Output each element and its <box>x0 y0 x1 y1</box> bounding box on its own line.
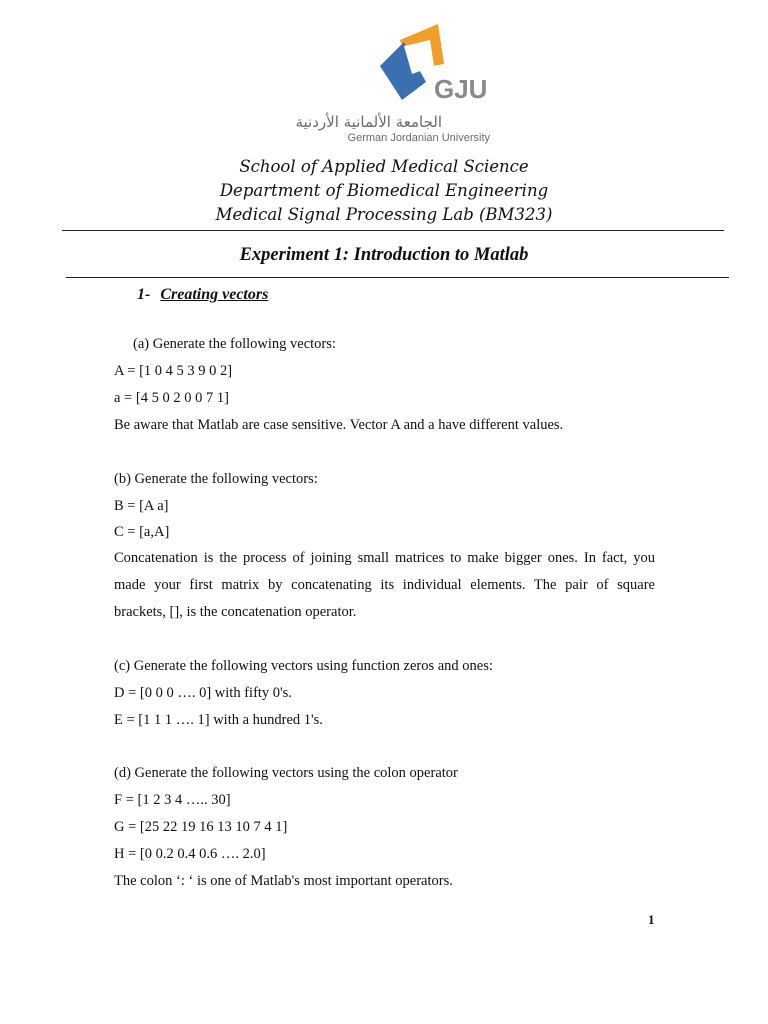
paragraph-line: Concatenation is the process of joining small matrices to make bigger ones. In fact, you <box>114 550 655 566</box>
logo-arabic-name: الجامعة الألمانية الأردنية <box>295 113 442 131</box>
colon-operator-note: The colon ‘: ‘ is one of Matlab's most important operators. <box>114 873 453 889</box>
vector-G-definition: G = [25 22 19 16 13 10 7 4 1] <box>114 819 288 835</box>
section-title: Creating vectors <box>160 286 269 303</box>
experiment-title: Experiment 1: Introduction to Matlab <box>239 245 529 265</box>
section-number: 1- <box>137 286 151 303</box>
school-name: School of Applied Medical Science <box>239 157 529 176</box>
vector-B-definition: B = [A a] <box>114 498 169 514</box>
document-header <box>0 155 768 227</box>
vector-F-definition: F = [1 2 3 4 ….. 30] <box>114 792 231 808</box>
vector-E-definition: E = [1 1 1 …. 1] with a hundred 1's. <box>114 712 323 728</box>
vector-a-definition: a = [4 5 0 2 0 0 7 1] <box>114 390 229 406</box>
vector-C-definition: C = [a,A] <box>114 524 170 540</box>
part-b-intro: (b) Generate the following vectors: <box>114 471 318 487</box>
logo-brand-text: GJU <box>434 74 488 102</box>
bottom-divider <box>66 277 729 278</box>
department-name: Department of Biomedical Engineering <box>219 181 549 200</box>
paragraph-line: brackets, [], is the concatenation operator. <box>114 604 357 620</box>
vector-D-definition: D = [0 0 0 …. 0] with fifty 0's. <box>114 685 292 701</box>
part-c-intro: (c) Generate the following vectors using function zeros and ones: <box>114 658 493 674</box>
paragraph-line: made your first matrix by concatenating its individual elements. The pair of square <box>114 577 655 593</box>
part-d-intro: (d) Generate the following vectors using the colon operator <box>114 765 458 781</box>
case-sensitivity-note: Be aware that Matlab are case sensitive. Vector A and a have different values. <box>114 417 564 433</box>
vector-H-definition: H = [0 0.2 0.4 0.6 …. 2.0] <box>114 846 266 862</box>
part-a-intro: (a) Generate the following vectors: <box>133 336 336 352</box>
gju-logo <box>378 22 488 102</box>
course-name: Medical Signal Processing Lab (BM323) <box>215 205 553 224</box>
page-number: 1 <box>648 912 655 927</box>
top-divider <box>62 230 724 231</box>
vector-A-definition: A = [1 0 4 5 3 9 0 2] <box>114 363 233 379</box>
concatenation-paragraph <box>114 545 655 626</box>
logo-english-name: German Jordanian University <box>347 132 490 144</box>
section-heading <box>137 286 268 304</box>
